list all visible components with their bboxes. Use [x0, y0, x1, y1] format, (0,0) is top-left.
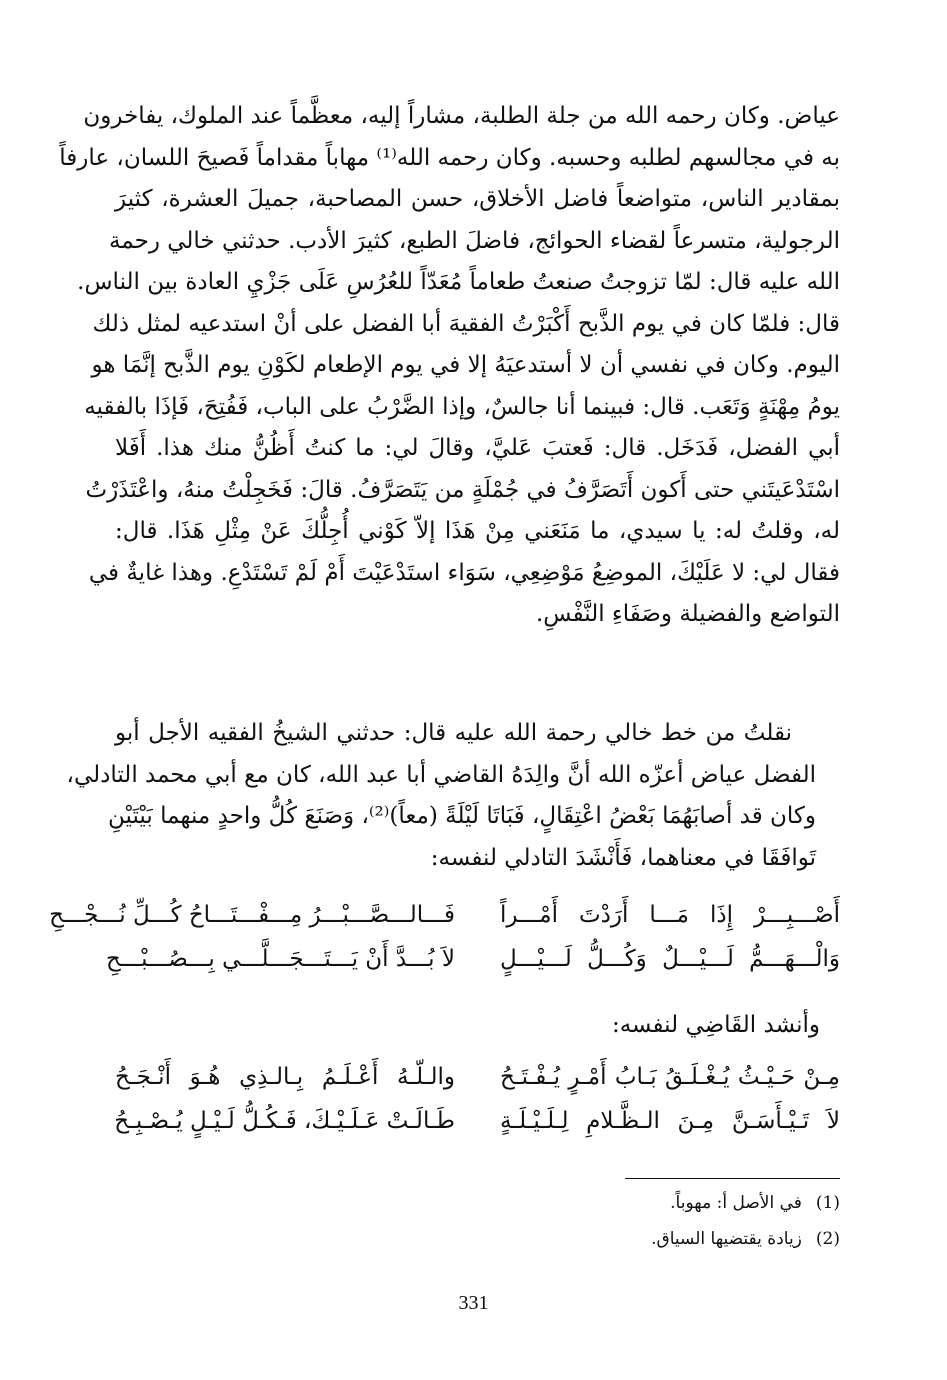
text-line: أبي الفضل، فَدَخَل. قال: فَعتبَ عَليَّ، وقالَ لي: ما كنتُ أَظُنُّ منك هذا. أَفَلا: [115, 435, 840, 461]
poem-tadili: [49, 893, 840, 981]
text-line: وكان قد أصابَهُمَا بَعْضُ اعْتِقَالٍ، فَبَاتَا لَيْلَةً (معاً)⁽²⁾، وَصَنَعَ كُلُّ واحدٍ منهما بَيْتَيْنِ: [108, 803, 816, 829]
text-line: عياض. وكان رحمه الله من جلة الطلبة، مشاراً إليه، معظَّماً عند الملوك، يفاخرون: [83, 103, 840, 129]
text-line: قال: فلمّا كان في يوم الذَّبح أَكْبَرْتُ الفقيهَ أبا الفضل على أنْ استدعيه لمثل ذلك: [92, 310, 840, 337]
paragraph-2: [66, 713, 840, 879]
verse-line: [115, 1055, 840, 1099]
page-number: 331: [458, 1292, 489, 1314]
text-line: يومُ مِهْنَةٍ وَتَعَب. قال: فبينما أنا جالسٌ، وإذا الضَّرْبُ على الباب، فَفُتِحَ، فَإذَا بالفقيه: [84, 393, 840, 420]
verse-first-hemistich: وَالْـــهَـــمُّ لَـــيْـــلٌ وَكُـــلُّ لَـــيْـــلٍ: [500, 946, 840, 972]
verse-first-hemistich: لاَ تَـيْـأَسَـنَّ مِـنَ الـظَّـلامِ لِـلَـيْـلَـةٍ: [500, 1108, 840, 1134]
verse-line: [106, 937, 840, 981]
verse-second-hemistich: والـلّـهُ أَعْـلَـمُ بِـالـذِي هُـوَ أَنْـجَـحُ: [115, 1064, 455, 1090]
text-line: له، وقلتُ له: يا سيدي، ما مَنَعَني مِنْ هَذَا إلاّ كَوْني أُجِلُّكَ عَنْ مِثْلِ هَذَا. قال:: [115, 518, 840, 544]
text-line: الرجولية، متسرعاً لقضاء الحوائج، فاضلَ الطبع، كثيرَ الأدب. حدثني خالي رحمة: [108, 227, 840, 254]
footnote-divider: [625, 1178, 840, 1179]
footnote-text: في الأصل أ: مهوباً.: [670, 1193, 802, 1213]
text-line: اليوم. وكان في نفسي أن لا أستدعيَهُ إلا في يوم الإطعام لكَوْنِ يوم الذَّبح إنَّمَا هو: [91, 352, 840, 378]
text-line: به في مجالسهم لطلبه وحسبه. وكان رحمه الله⁽¹⁾ مهاباً مقداماً فَصيحَ اللسان، عارفاً: [59, 144, 840, 171]
text-line: فقال لي: لا عَلَيْكَ، الموضِعُ مَوْضِعِي، سَوَاء استَدْعَيْتَ أَمْ لَمْ تَسْتَدْعِ. وهذا غايةٌ في: [88, 559, 840, 586]
footnote-text: زيادة يقتضيها السياق.: [651, 1229, 802, 1249]
verse-second-hemistich: فَـــالـــصَّـــبْـــرُ مِـــفْـــتَـــاحُ كُـــلِّ نُـــجْـــحِ: [49, 902, 455, 928]
verse-first-hemistich: مِـنْ حَـيْـثُ يُـغْـلَـقُ بَـابُ أَمْـرٍ يُـفْـتَـحُ: [500, 1064, 840, 1090]
poem-qadi: [115, 1055, 840, 1143]
verse-first-hemistich: أَصْـــبِـــرْ إِذَا مَـــا أَرَدْتَ أَمْـــراً: [500, 902, 840, 928]
text-line: اسْتَدْعَيتَني حتى أَكون أَتَصَرَّفُ في جُمْلَةٍ من يَتَصَرَّفُ. قالَ: فَخَجِلْتُ منهُ، واعْتَذَرْتُ: [85, 476, 840, 503]
verse-line: [49, 893, 840, 937]
text-line: التواضع والفضيلة وصَفَاءِ النَّفْسِ.: [536, 601, 840, 627]
text-line: نقلتُ من خط خالي رحمة الله عليه قال: حدثني الشيخُ الفقيه الأجل أبو: [115, 720, 792, 746]
text-line: تَوافَقَا في معناهما، فَأَنْشَدَ التادلي لنفسه:: [430, 844, 816, 871]
footnote: [115, 1185, 840, 1221]
verse-line: [115, 1099, 840, 1143]
footnote: [115, 1221, 840, 1257]
text-line: الله عليه قال: لمّا تزوجتُ صنعتُ طعاماً مُعَدّاً للعُرُسِ عَلَى جَزْيِ العادة بين الناس.: [77, 269, 840, 295]
text-line: الفضل عياض أعزّه الله أنَّ والِدَهُ القاضي أبا عبد الله، كان مع أبي محمد التادلي،: [66, 761, 816, 788]
footnotes: [115, 1185, 840, 1257]
footnote-number: (1): [815, 1193, 840, 1213]
verse-intro: وأنشد القَاضِي لنفسه:: [611, 1012, 820, 1038]
verse-second-hemistich: لاَ بُـــدَّ أَنْ يَـــتَـــجَـــلَّـــي بِـــصُـــبْـــحِ: [106, 946, 455, 972]
paragraph-1: [59, 96, 840, 636]
text-line: بمقادير الناس، متواضعاً فاضل الأخلاق، حسن المصاحبة، جميلَ العشرة، كثيرَ: [115, 186, 840, 212]
verse-second-hemistich: طَـالَـتْ عَـلَـيْـكَ، فَـكُـلُّ لَـيْـلٍ يُـصْـبِـحُ: [114, 1108, 455, 1134]
footnote-number: (2): [815, 1229, 840, 1249]
